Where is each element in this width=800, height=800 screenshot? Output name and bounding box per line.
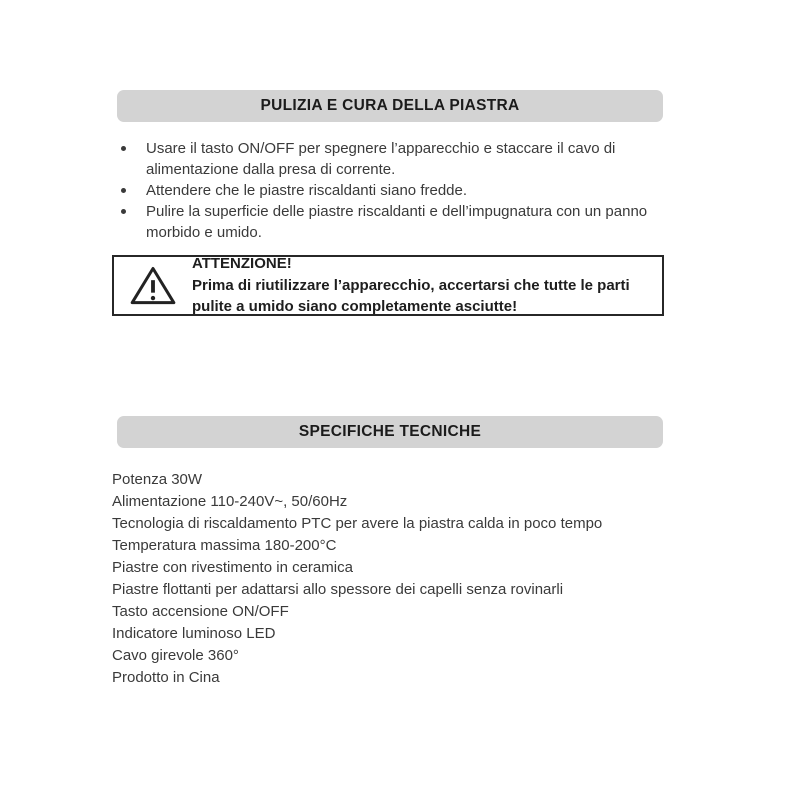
spec-line: Piastre flottanti per adattarsi allo spessore dei capelli senza rovinarli <box>112 581 564 598</box>
spec-line: Prodotto in Cina <box>112 669 220 686</box>
bullet-text: Attendere che le piastre riscaldanti siano fredde. <box>146 182 468 199</box>
spec-line: Cavo girevole 360° <box>112 647 239 664</box>
spec-line: Temperatura massima 180-200°C <box>112 537 337 554</box>
specs-list <box>112 469 672 689</box>
spec-line: Indicatore luminoso LED <box>112 625 276 642</box>
bullet-icon <box>121 146 126 151</box>
warning-title: ATTENZIONE! <box>192 255 292 273</box>
list-item <box>118 201 666 243</box>
bullet-text: Pulire la superficie delle piastre riscaldanti e dell’impugnatura con un panno morbido e umido. <box>146 203 648 241</box>
warning-triangle-icon <box>114 264 192 308</box>
warning-box <box>112 255 664 316</box>
spec-line: Alimentazione 110-240V~, 50/60Hz <box>112 493 348 510</box>
list-item <box>118 180 666 201</box>
bullet-icon <box>121 188 126 193</box>
spec-line: Piastre con rivestimento in ceramica <box>112 559 353 576</box>
spec-line: Potenza 30W <box>112 471 203 488</box>
spec-line: Tasto accensione ON/OFF <box>112 603 289 620</box>
warning-body: Prima di riutilizzare l’apparecchio, accertarsi che tutte le parti pulite a umido siano completamente asciutte! <box>192 276 630 316</box>
section-header-specs: SPECIFICHE TECNICHE <box>117 416 663 448</box>
bullet-icon <box>121 209 126 214</box>
list-item <box>118 138 666 180</box>
spec-line: Tecnologia di riscaldamento PTC per avere la piastra calda in poco tempo <box>112 515 603 532</box>
warning-text <box>192 253 662 318</box>
section-header-cleaning: PULIZIA E CURA DELLA PIASTRA <box>117 90 663 122</box>
bullet-text: Usare il tasto ON/OFF per spegnere l’apparecchio e staccare il cavo di alimentazione dalla presa di corrente. <box>146 140 616 178</box>
cleaning-bullet-list <box>118 138 666 243</box>
